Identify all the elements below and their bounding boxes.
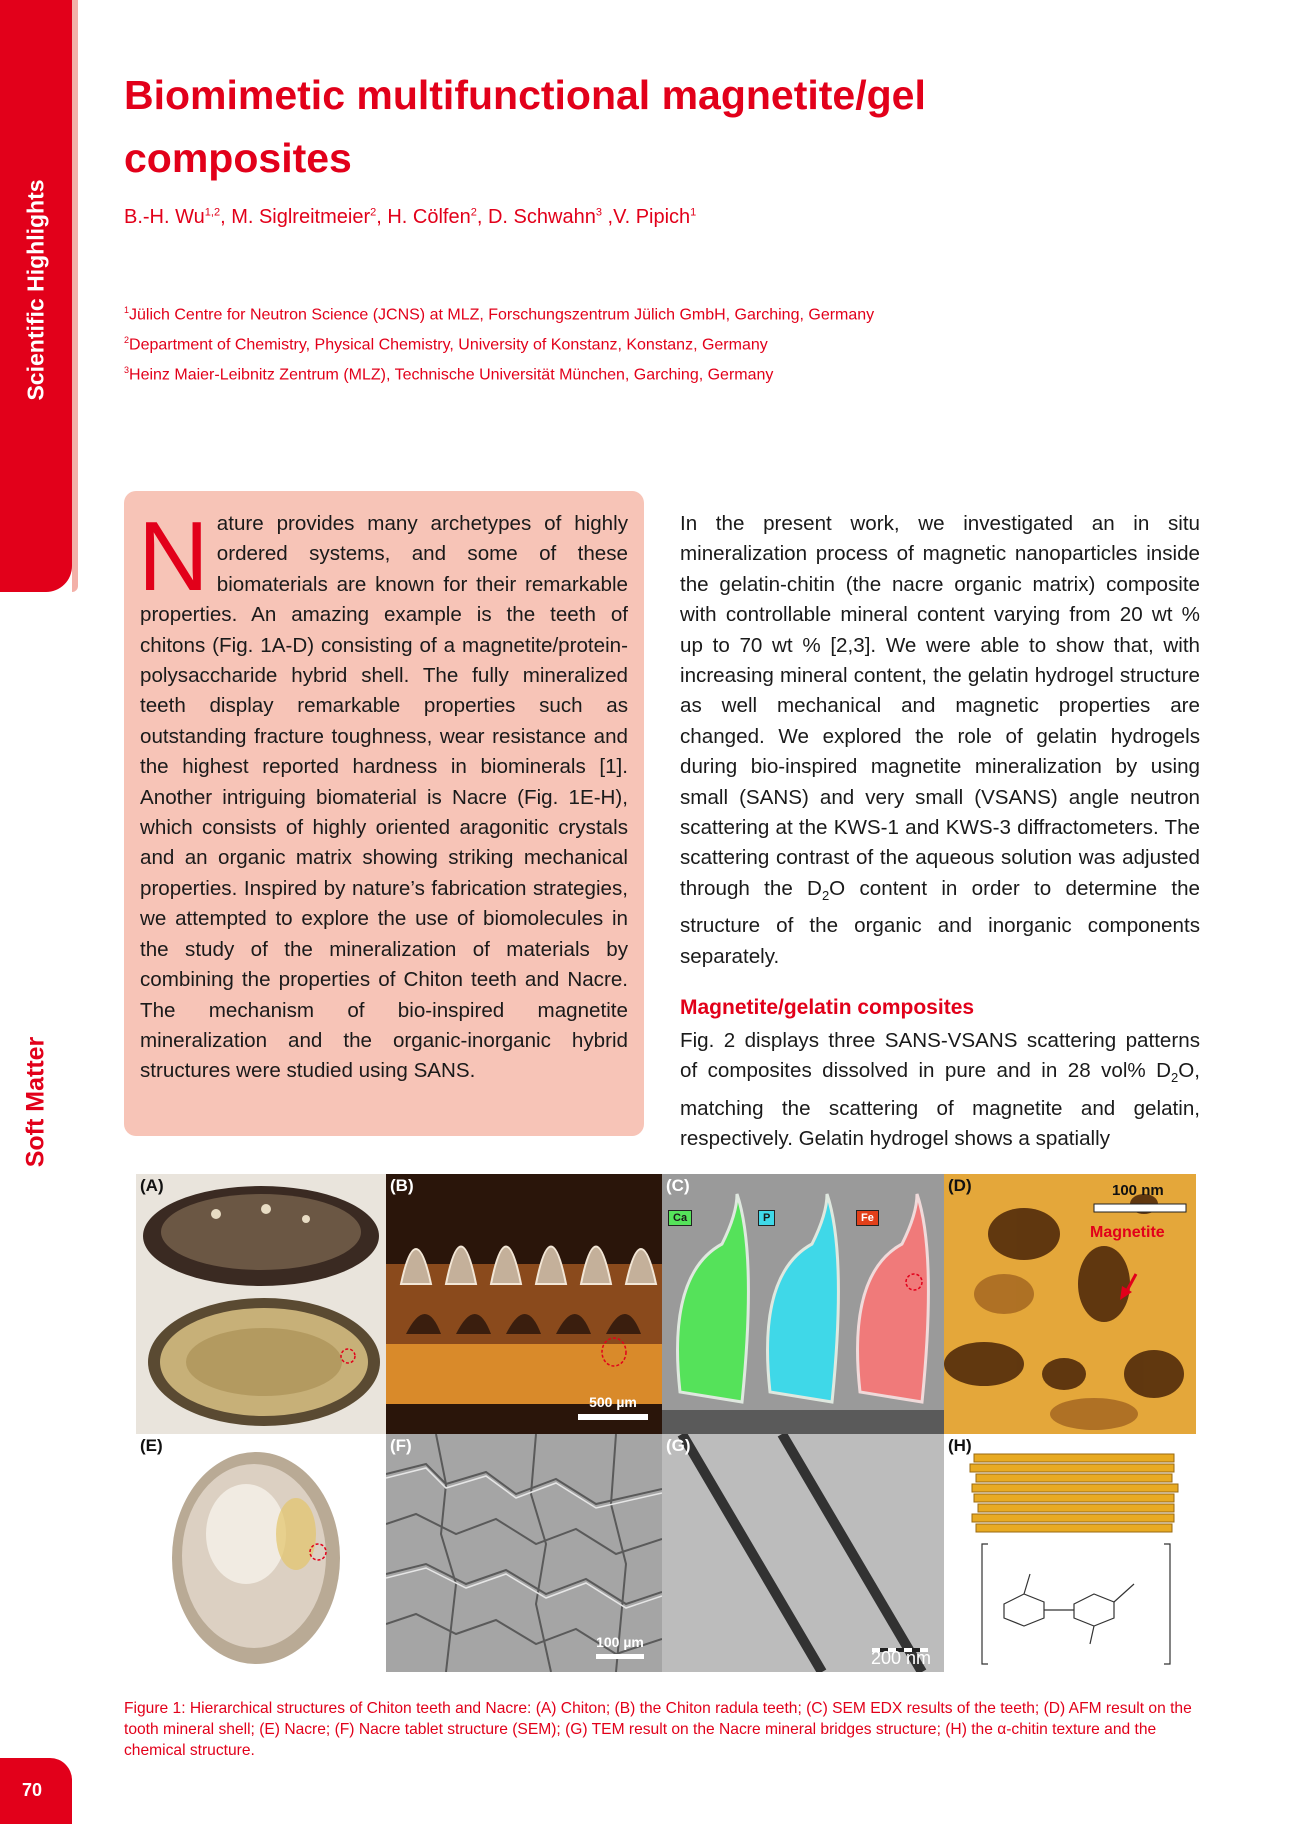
author-name: V. Pipich (613, 206, 691, 228)
nacre-shell-image (136, 1434, 386, 1672)
author-name: M. Siglreitmeier (231, 206, 371, 228)
section-label: Scientific Highlights (22, 179, 49, 401)
edx-label-fe: Fe (856, 1210, 879, 1226)
sem-edx-image (662, 1174, 944, 1434)
panel-label: (G) (666, 1436, 691, 1455)
figure-panel-g (662, 1434, 944, 1672)
affiliation-mark: 2 (124, 335, 130, 345)
subscript: 2 (1171, 1070, 1179, 1086)
sidebar-tab-shadow (72, 0, 78, 592)
author-name: D. Schwahn (487, 206, 596, 228)
subscript: 2 (821, 887, 830, 903)
edx-label-ca: Ca (668, 1210, 692, 1226)
body-text: In the present work, we investigated an in situ mineralization process of magnetic nanoparticles inside the gelatin-chitin (the nacre organic matrix) composite with controllable mineral content varying from 20 wt % up to 70 wt % [2,3]. We were able to show that, with increasing mineral content, the gelatin hydrogel structure as well mechanical and magnetic properties are changed. We explored the role of gelatin hydrogels during bio-inspired magnetite mineralization by using small (SANS) and very small (VSANS) angle neutron scattering at the KWS-1 and KWS-3 diffractometers. The scattering contrast of the aqueous solution was adjusted through the D (680, 512, 1200, 900)
scale-bar-label: 500 µm (589, 1394, 637, 1410)
body-text: O, matching the scattering of magnetite and gelatin, respectively. Gelatin hydrogel shows a spatially (680, 1059, 1200, 1151)
author-list: B.-H. Wu$^{1,2}$, M. Siglreitmeier$^2$, H. Cölfen$^2$, D. Schwahn$^3$ ,V. Pipich$^1$ (124, 206, 697, 228)
figure-panel-h (944, 1434, 1196, 1672)
affiliation (124, 365, 773, 384)
figure-panel-e (136, 1434, 386, 1672)
body-text: O content in order to determine the structure of the organic and inorganic components separately. (680, 876, 1200, 968)
magnetite-annotation: Magnetite (1090, 1224, 1165, 1241)
affiliation-mark: 3 (124, 365, 130, 375)
affiliation-text: Heinz Maier-Leibnitz Zentrum (MLZ), Technische Universität München, Garching, Germany (129, 366, 774, 384)
author-affiliation-mark: 1,2 (204, 206, 221, 219)
figure-panel-f (386, 1434, 662, 1672)
section-subheading: Magnetite/gelatin composites (680, 996, 975, 1019)
intro-text: ature provides many archetypes of highly ordered systems, and some of these biomaterials are known for their remarkable properties. An amazing example is the teeth of chitons (Fig. 1A-D) consisting of a magnetite/protein-polysaccharide hybrid shell. The fully mineralized teeth display remarkable properties such as outstanding fracture toughness, wear resistance and the highest reported hardness in biominerals [1]. Another intriguing biomaterial is Nacre (Fig. 1E-H), which consists of highly oriented aragonitic crystals and an organic matrix showing striking mechanical properties. Inspired by nature’s fabrication strategies, we attempted to explore the use of biomolecules in the study of the mineralization of materials by combining the properties of Chiton teeth and Nacre. The mechanism of bio-inspired magnetite mineralization and the organic-inorganic hybrid structures were studied using SANS. (140, 512, 628, 1083)
figure-panel-d (944, 1174, 1196, 1434)
author-affiliation-mark: 2 (470, 206, 477, 219)
panel-label: (C) (666, 1176, 690, 1195)
panel-label: (F) (390, 1436, 412, 1455)
chitin-structure-diagram (944, 1434, 1196, 1672)
figure-panel-b (386, 1174, 662, 1434)
body-text: Fig. 2 displays three SANS-VSANS scattering patterns of composites dissolved in pure and in 28 vol% D (680, 1029, 1200, 1083)
panel-label: (E) (140, 1436, 163, 1455)
scale-bar-label: 100 nm (1112, 1182, 1164, 1199)
category-label: Soft Matter (21, 1036, 50, 1168)
panel-label: (H) (948, 1436, 972, 1455)
edx-label-p: P (758, 1210, 775, 1226)
affiliation (124, 335, 768, 354)
afm-image (944, 1174, 1196, 1434)
body-paragraph (680, 1026, 1200, 1155)
author-affiliation-mark: 2 (370, 206, 377, 219)
affiliation (124, 305, 874, 324)
affiliation-text: Jülich Centre for Neutron Science (JCNS) at MLZ, Forschungszentrum Jülich GmbH, Garching, Germany (129, 306, 875, 324)
panel-label: (D) (948, 1176, 972, 1195)
scale-bar-label: 100 µm (596, 1634, 644, 1650)
affiliation-mark: 1 (124, 305, 130, 315)
affiliation-text: Department of Chemistry, Physical Chemistry, University of Konstanz, Konstanz, Germany (129, 336, 768, 354)
body-paragraph (680, 509, 1200, 972)
author-affiliation-mark: 1 (690, 206, 697, 219)
figure-panel-a (136, 1174, 386, 1434)
author-name: B.-H. Wu (124, 206, 205, 228)
intro-paragraph (138, 501, 628, 1087)
figure-panel-c (662, 1174, 944, 1434)
figure-caption: Figure 1: Hierarchical structures of Chiton teeth and Nacre: (A) Chiton; (B) the Chiton radula teeth; (C) SEM EDX results of the teeth; (D) AFM result on the tooth mineral shell; (E) Nacre; (F) Nacre tablet structure (SEM); (G) TEM result on the Nacre mineral bridges structure; (H) the α-chitin texture and the chemical structure. (124, 1700, 1192, 1759)
article-title: Biomimetic multifunctional magnetite/gel composites (124, 72, 926, 181)
tem-image (662, 1434, 944, 1672)
dropcap: N (138, 501, 209, 611)
scale-bar-label: 200 nm (870, 1648, 932, 1668)
chiton-image (136, 1174, 386, 1434)
panel-label: (A) (140, 1176, 164, 1195)
panel-label: (B) (390, 1176, 414, 1195)
author-name: H. Cölfen (387, 206, 471, 228)
page-number: 70 (22, 1780, 43, 1800)
author-affiliation-mark: 3 (595, 206, 602, 219)
